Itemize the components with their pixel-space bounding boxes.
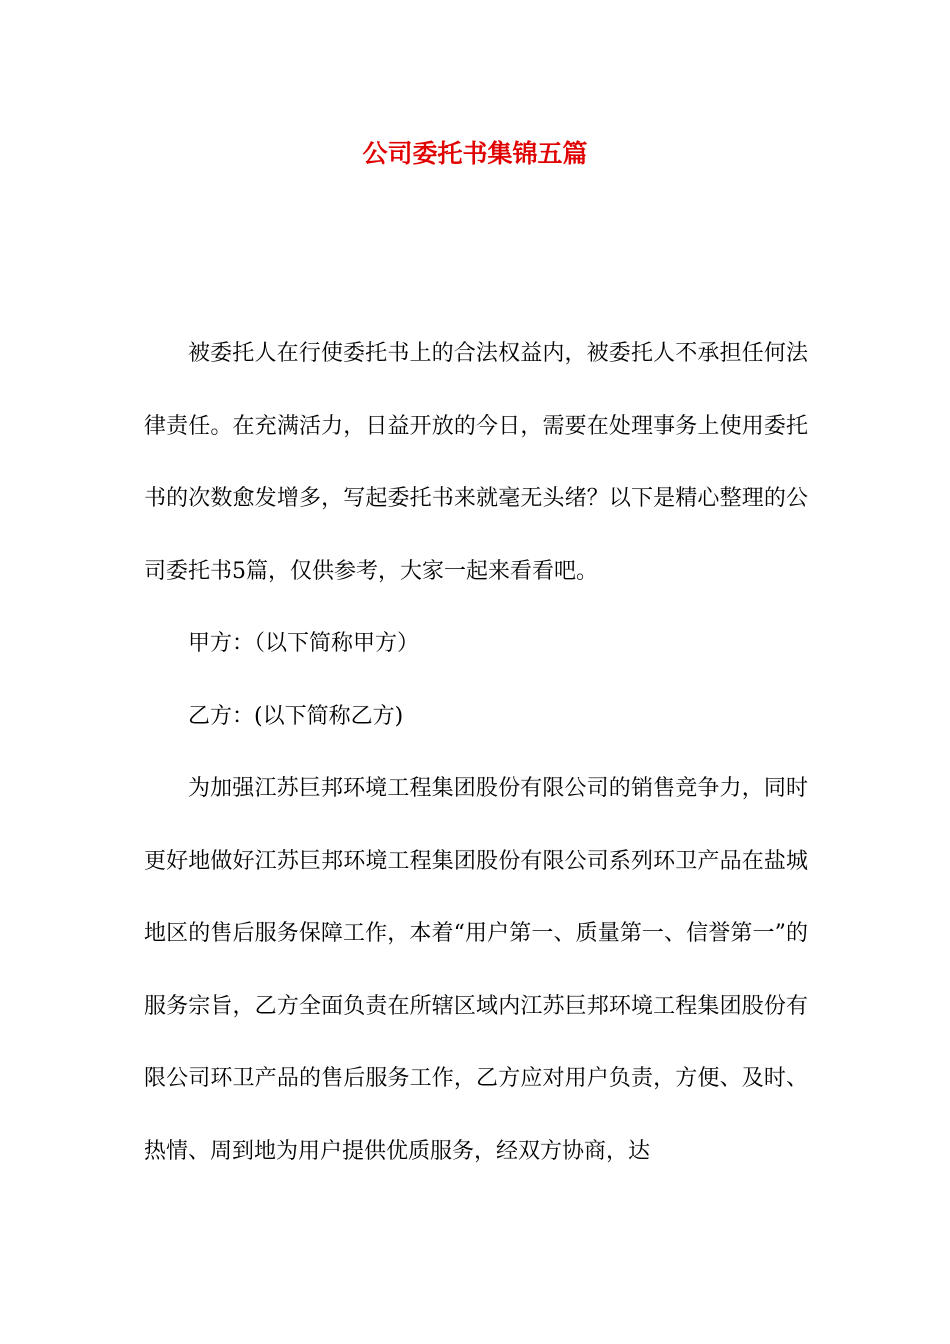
paragraph-party-a: 甲方：（以下简称甲方） <box>188 631 420 656</box>
paragraph-agreement: 为加强江苏巨邦环境工程集团股份有限公司的销售竞争力，同时更好地做好江苏巨邦环境工程集团股份有限公司系列环卫产品在盐城地区的售后服务保障工作，本着“用户第一、质量第一、信誉第一”的服务宗旨，乙方全面负责在所辖区域内江苏巨邦环境工程集团股份有限公司环卫产品的售后服务工作，乙方应对用户负责，方便、及时、热情、周到地为用户提供优质服务，经双方协商，达 <box>144 776 808 1164</box>
document-body <box>144 318 808 1188</box>
paragraph-intro: 被委托人在行使委托书上的合法权益内，被委托人不承担任何法律责任。在充满活力，日益开放的今日，需要在处理事务上使用委托书的次数愈发增多，写起委托书来就毫无头绪？以下是精心整理的公司委托书5篇，仅供参考，大家一起来看看吧。 <box>144 341 808 584</box>
paragraph-party-b: 乙方：(以下简称乙方) <box>188 703 404 729</box>
document-title: 公司委托书集锦五篇 <box>362 139 588 168</box>
